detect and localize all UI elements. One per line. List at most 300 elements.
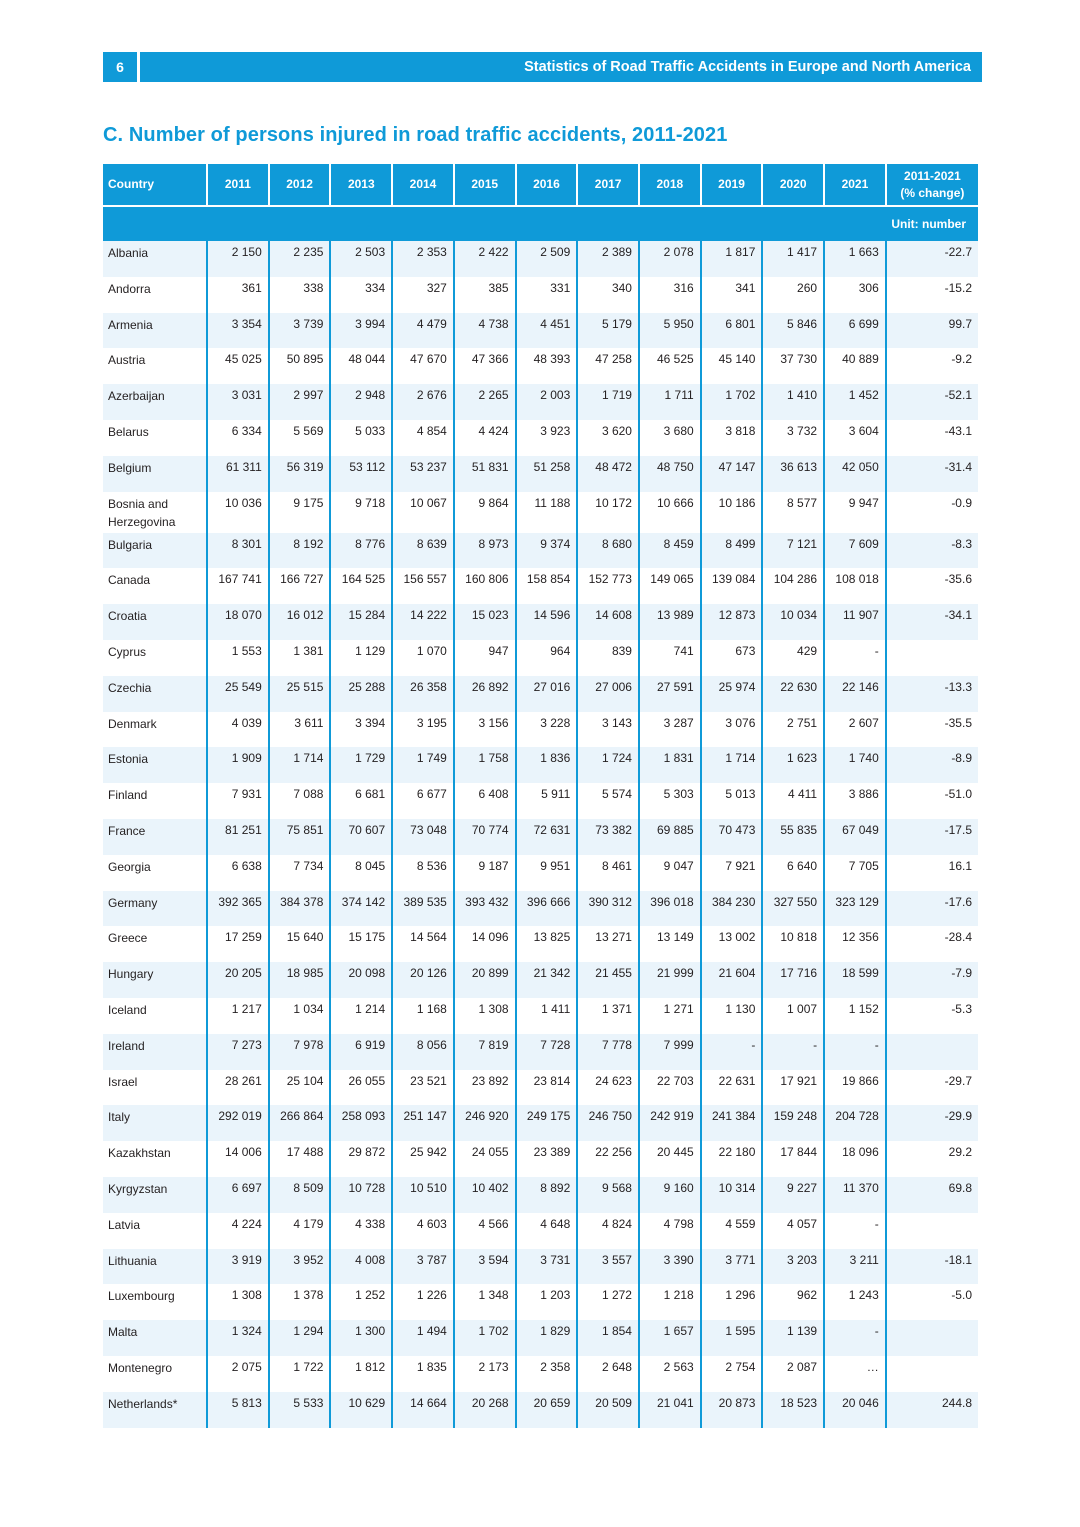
country-cell: Andorra: [103, 277, 207, 313]
value-cell: -: [824, 1320, 886, 1356]
value-cell: 1 271: [639, 998, 701, 1034]
value-cell: 20 268: [454, 1392, 516, 1428]
value-cell: 47 366: [454, 348, 516, 384]
change-cell: -31.4: [886, 456, 978, 492]
value-cell: 327: [392, 277, 454, 313]
value-cell: 20 445: [639, 1141, 701, 1177]
value-cell: 19 866: [824, 1070, 886, 1106]
table-row: [103, 568, 978, 604]
value-cell: 108 018: [824, 568, 886, 604]
value-cell: 323 129: [824, 891, 886, 927]
value-cell: 6 408: [454, 783, 516, 819]
change-cell: -35.6: [886, 568, 978, 604]
value-cell: 3 886: [824, 783, 886, 819]
value-cell: 1 308: [207, 1284, 269, 1320]
value-cell: 341: [701, 277, 763, 313]
value-cell: 1 381: [269, 640, 331, 676]
value-cell: 8 499: [701, 533, 763, 569]
value-cell: 10 728: [330, 1177, 392, 1213]
change-cell: -34.1: [886, 604, 978, 640]
value-cell: 673: [701, 640, 763, 676]
country-cell: Estonia: [103, 747, 207, 783]
value-cell: 338: [269, 277, 331, 313]
value-cell: 1 909: [207, 747, 269, 783]
table-row: [103, 1034, 978, 1070]
change-cell: -29.9: [886, 1105, 978, 1141]
value-cell: 3 620: [577, 420, 639, 456]
value-cell: 47 147: [701, 456, 763, 492]
value-cell: 839: [577, 640, 639, 676]
value-cell: 25 974: [701, 676, 763, 712]
value-cell: 1 324: [207, 1320, 269, 1356]
country-cell: Armenia: [103, 313, 207, 349]
value-cell: 8 639: [392, 533, 454, 569]
value-cell: 5 950: [639, 313, 701, 349]
value-cell: 3 557: [577, 1249, 639, 1285]
table-row: [103, 492, 978, 533]
value-cell: 8 536: [392, 855, 454, 891]
country-cell: Cyprus: [103, 640, 207, 676]
column-header-year: 2011: [207, 164, 269, 206]
change-cell: -18.1: [886, 1249, 978, 1285]
value-cell: 2 751: [762, 712, 824, 748]
value-cell: 2 389: [577, 241, 639, 277]
value-cell: 1 168: [392, 998, 454, 1034]
value-cell: 29 872: [330, 1141, 392, 1177]
country-cell: Belarus: [103, 420, 207, 456]
value-cell: 392 365: [207, 891, 269, 927]
table-row: [103, 640, 978, 676]
country-cell: Kyrgyzstan: [103, 1177, 207, 1213]
value-cell: 13 149: [639, 926, 701, 962]
value-cell: 10 172: [577, 492, 639, 533]
value-cell: 3 354: [207, 313, 269, 349]
value-cell: 48 472: [577, 456, 639, 492]
value-cell: 4 854: [392, 420, 454, 456]
value-cell: 17 921: [762, 1070, 824, 1106]
value-cell: 4 179: [269, 1213, 331, 1249]
table-row: [103, 855, 978, 891]
value-cell: 139 084: [701, 568, 763, 604]
value-cell: 1 722: [269, 1356, 331, 1392]
value-cell: 3 287: [639, 712, 701, 748]
value-cell: 4 479: [392, 313, 454, 349]
value-cell: 1 758: [454, 747, 516, 783]
value-cell: 69 885: [639, 819, 701, 855]
value-cell: 1 378: [269, 1284, 331, 1320]
value-cell: 22 703: [639, 1070, 701, 1106]
change-cell: -13.3: [886, 676, 978, 712]
value-cell: 159 248: [762, 1105, 824, 1141]
value-cell: 2 648: [577, 1356, 639, 1392]
value-cell: 3 076: [701, 712, 763, 748]
value-cell: 26 892: [454, 676, 516, 712]
value-cell: 14 596: [516, 604, 578, 640]
value-cell: 20 659: [516, 1392, 578, 1428]
value-cell: 5 303: [639, 783, 701, 819]
country-cell: Iceland: [103, 998, 207, 1034]
country-cell: Luxembourg: [103, 1284, 207, 1320]
value-cell: 4 603: [392, 1213, 454, 1249]
country-cell: Netherlands*: [103, 1392, 207, 1428]
value-cell: 246 750: [577, 1105, 639, 1141]
value-cell: 21 455: [577, 962, 639, 998]
table-row: [103, 604, 978, 640]
section-title: C. Number of persons injured in road traffic accidents, 2011-2021: [103, 124, 728, 146]
change-cell: 29.2: [886, 1141, 978, 1177]
table-row: [103, 1213, 978, 1249]
value-cell: 6 334: [207, 420, 269, 456]
unit-label: Unit: number: [103, 206, 978, 241]
value-cell: 23 521: [392, 1070, 454, 1106]
value-cell: 390 312: [577, 891, 639, 927]
country-cell: France: [103, 819, 207, 855]
value-cell: 12 356: [824, 926, 886, 962]
value-cell: 21 604: [701, 962, 763, 998]
value-cell: 1 702: [701, 384, 763, 420]
value-cell: 20 899: [454, 962, 516, 998]
table-row: [103, 1141, 978, 1177]
value-cell: 8 680: [577, 533, 639, 569]
value-cell: 7 121: [762, 533, 824, 569]
value-cell: 10 186: [701, 492, 763, 533]
table-row: [103, 1392, 978, 1428]
table-row: [103, 313, 978, 349]
value-cell: 42 050: [824, 456, 886, 492]
value-cell: 4 424: [454, 420, 516, 456]
value-cell: 4 798: [639, 1213, 701, 1249]
value-cell: 1 714: [269, 747, 331, 783]
unit-row: [103, 206, 978, 241]
value-cell: 1 663: [824, 241, 886, 277]
value-cell: 384 230: [701, 891, 763, 927]
value-cell: 1 702: [454, 1320, 516, 1356]
value-cell: 2 754: [701, 1356, 763, 1392]
value-cell: 316: [639, 277, 701, 313]
value-cell: 249 175: [516, 1105, 578, 1141]
value-cell: 1 294: [269, 1320, 331, 1356]
value-cell: 1 129: [330, 640, 392, 676]
country-cell: Lithuania: [103, 1249, 207, 1285]
value-cell: 21 342: [516, 962, 578, 998]
value-cell: 340: [577, 277, 639, 313]
value-cell: 10 067: [392, 492, 454, 533]
value-cell: 8 509: [269, 1177, 331, 1213]
value-cell: 13 002: [701, 926, 763, 962]
country-cell: Finland: [103, 783, 207, 819]
value-cell: 104 286: [762, 568, 824, 604]
value-cell: 292 019: [207, 1105, 269, 1141]
value-cell: 156 557: [392, 568, 454, 604]
value-cell: 149 065: [639, 568, 701, 604]
value-cell: 17 716: [762, 962, 824, 998]
country-cell: Azerbaijan: [103, 384, 207, 420]
injuries-table: [103, 164, 978, 1428]
country-cell: Georgia: [103, 855, 207, 891]
value-cell: 20 098: [330, 962, 392, 998]
value-cell: 1 623: [762, 747, 824, 783]
value-cell: 1 300: [330, 1320, 392, 1356]
value-cell: 15 023: [454, 604, 516, 640]
value-cell: 81 251: [207, 819, 269, 855]
value-cell: -: [701, 1034, 763, 1070]
value-cell: 4 039: [207, 712, 269, 748]
change-cell: -28.4: [886, 926, 978, 962]
value-cell: 1 812: [330, 1356, 392, 1392]
value-cell: 14 222: [392, 604, 454, 640]
change-cell: -0.9: [886, 492, 978, 533]
value-cell: 14 096: [454, 926, 516, 962]
value-cell: 3 195: [392, 712, 454, 748]
value-cell: 8 892: [516, 1177, 578, 1213]
value-cell: 67 049: [824, 819, 886, 855]
value-cell: 36 613: [762, 456, 824, 492]
value-cell: 27 591: [639, 676, 701, 712]
value-cell: 374 142: [330, 891, 392, 927]
value-cell: 964: [516, 640, 578, 676]
value-cell: 4 411: [762, 783, 824, 819]
value-cell: 3 390: [639, 1249, 701, 1285]
value-cell: 3 203: [762, 1249, 824, 1285]
value-cell: 8 973: [454, 533, 516, 569]
value-cell: 61 311: [207, 456, 269, 492]
country-cell: Malta: [103, 1320, 207, 1356]
change-cell: -5.3: [886, 998, 978, 1034]
country-cell: Germany: [103, 891, 207, 927]
value-cell: 25 288: [330, 676, 392, 712]
value-cell: 7 088: [269, 783, 331, 819]
value-cell: 21 041: [639, 1392, 701, 1428]
value-cell: 4 008: [330, 1249, 392, 1285]
country-cell: Belgium: [103, 456, 207, 492]
change-cell: -51.0: [886, 783, 978, 819]
value-cell: 327 550: [762, 891, 824, 927]
value-cell: 6 919: [330, 1034, 392, 1070]
column-header-year: 2021: [824, 164, 886, 206]
value-cell: 5 179: [577, 313, 639, 349]
page-header: [103, 52, 982, 82]
column-header-year: 2014: [392, 164, 454, 206]
value-cell: 260: [762, 277, 824, 313]
change-cell: -8.9: [886, 747, 978, 783]
change-cell: [886, 1213, 978, 1249]
column-header-year: 2019: [701, 164, 763, 206]
value-cell: 51 831: [454, 456, 516, 492]
value-cell: 166 727: [269, 568, 331, 604]
value-cell: 26 055: [330, 1070, 392, 1106]
change-cell: [886, 1356, 978, 1392]
value-cell: 6 801: [701, 313, 763, 349]
value-cell: 9 864: [454, 492, 516, 533]
value-cell: 3 818: [701, 420, 763, 456]
value-cell: 24 623: [577, 1070, 639, 1106]
value-cell: 393 432: [454, 891, 516, 927]
value-cell: 26 358: [392, 676, 454, 712]
value-cell: 2 075: [207, 1356, 269, 1392]
value-cell: 2 948: [330, 384, 392, 420]
value-cell: 160 806: [454, 568, 516, 604]
value-cell: 3 611: [269, 712, 331, 748]
value-cell: 11 907: [824, 604, 886, 640]
value-cell: 2 503: [330, 241, 392, 277]
value-cell: 3 143: [577, 712, 639, 748]
value-cell: 15 640: [269, 926, 331, 962]
value-cell: 22 630: [762, 676, 824, 712]
value-cell: 23 892: [454, 1070, 516, 1106]
value-cell: 5 033: [330, 420, 392, 456]
value-cell: 72 631: [516, 819, 578, 855]
value-cell: 48 044: [330, 348, 392, 384]
value-cell: 1 411: [516, 998, 578, 1034]
table-row: [103, 747, 978, 783]
table-row: [103, 819, 978, 855]
change-cell: 69.8: [886, 1177, 978, 1213]
column-header-year: 2013: [330, 164, 392, 206]
change-cell: -5.0: [886, 1284, 978, 1320]
value-cell: 10 034: [762, 604, 824, 640]
value-cell: 331: [516, 277, 578, 313]
value-cell: 3 919: [207, 1249, 269, 1285]
value-cell: 3 739: [269, 313, 331, 349]
country-cell: Israel: [103, 1070, 207, 1106]
value-cell: 962: [762, 1284, 824, 1320]
value-cell: 27 006: [577, 676, 639, 712]
value-cell: 53 237: [392, 456, 454, 492]
table-row: [103, 891, 978, 927]
value-cell: 17 259: [207, 926, 269, 962]
value-cell: 20 046: [824, 1392, 886, 1428]
table-row: [103, 783, 978, 819]
value-cell: 9 175: [269, 492, 331, 533]
value-cell: 3 731: [516, 1249, 578, 1285]
change-cell: [886, 1034, 978, 1070]
value-cell: 1 553: [207, 640, 269, 676]
change-cell: -8.3: [886, 533, 978, 569]
change-cell: -29.7: [886, 1070, 978, 1106]
value-cell: 1 272: [577, 1284, 639, 1320]
value-cell: 1 007: [762, 998, 824, 1034]
country-cell: Hungary: [103, 962, 207, 998]
value-cell: 7 705: [824, 855, 886, 891]
value-cell: 47 258: [577, 348, 639, 384]
value-cell: 3 211: [824, 1249, 886, 1285]
value-cell: 8 192: [269, 533, 331, 569]
column-header-change: 2011-2021 (% change): [886, 164, 978, 206]
column-header-year: 2012: [269, 164, 331, 206]
column-header-year: 2015: [454, 164, 516, 206]
value-cell: 22 256: [577, 1141, 639, 1177]
column-header-year: 2016: [516, 164, 578, 206]
value-cell: 1 070: [392, 640, 454, 676]
value-cell: 8 301: [207, 533, 269, 569]
value-cell: 51 258: [516, 456, 578, 492]
value-cell: 2 358: [516, 1356, 578, 1392]
value-cell: 22 631: [701, 1070, 763, 1106]
value-cell: 6 638: [207, 855, 269, 891]
value-cell: 4 338: [330, 1213, 392, 1249]
value-cell: 3 994: [330, 313, 392, 349]
value-cell: 3 771: [701, 1249, 763, 1285]
value-cell: 7 999: [639, 1034, 701, 1070]
value-cell: 11 370: [824, 1177, 886, 1213]
value-cell: 242 919: [639, 1105, 701, 1141]
value-cell: 70 607: [330, 819, 392, 855]
value-cell: 75 851: [269, 819, 331, 855]
value-cell: 1 308: [454, 998, 516, 1034]
value-cell: 20 205: [207, 962, 269, 998]
value-cell: 9 187: [454, 855, 516, 891]
value-cell: 8 056: [392, 1034, 454, 1070]
value-cell: 18 599: [824, 962, 886, 998]
value-cell: 1 410: [762, 384, 824, 420]
value-cell: 25 515: [269, 676, 331, 712]
value-cell: 8 045: [330, 855, 392, 891]
country-cell: Greece: [103, 926, 207, 962]
value-cell: 4 648: [516, 1213, 578, 1249]
value-cell: 164 525: [330, 568, 392, 604]
value-cell: 385: [454, 277, 516, 313]
table-row: [103, 926, 978, 962]
table-row: [103, 1249, 978, 1285]
value-cell: 5 813: [207, 1392, 269, 1428]
value-cell: 1 595: [701, 1320, 763, 1356]
value-cell: 2 509: [516, 241, 578, 277]
country-cell: Bulgaria: [103, 533, 207, 569]
value-cell: 2 003: [516, 384, 578, 420]
value-cell: 25 104: [269, 1070, 331, 1106]
value-cell: 10 629: [330, 1392, 392, 1428]
value-cell: 4 559: [701, 1213, 763, 1249]
value-cell: 5 013: [701, 783, 763, 819]
value-cell: 1 836: [516, 747, 578, 783]
value-cell: 258 093: [330, 1105, 392, 1141]
value-cell: 12 873: [701, 604, 763, 640]
value-cell: 1 657: [639, 1320, 701, 1356]
table-row: [103, 962, 978, 998]
value-cell: 25 549: [207, 676, 269, 712]
value-cell: 9 718: [330, 492, 392, 533]
value-cell: 46 525: [639, 348, 701, 384]
value-cell: 7 734: [269, 855, 331, 891]
value-cell: 20 873: [701, 1392, 763, 1428]
value-cell: 2 087: [762, 1356, 824, 1392]
value-cell: 204 728: [824, 1105, 886, 1141]
value-cell: 947: [454, 640, 516, 676]
value-cell: 1 203: [516, 1284, 578, 1320]
change-cell: -43.1: [886, 420, 978, 456]
change-cell: 99.7: [886, 313, 978, 349]
value-cell: 53 112: [330, 456, 392, 492]
country-cell: Croatia: [103, 604, 207, 640]
column-header-year: 2018: [639, 164, 701, 206]
value-cell: 4 738: [454, 313, 516, 349]
value-cell: 1 740: [824, 747, 886, 783]
value-cell: 5 846: [762, 313, 824, 349]
table-row: [103, 712, 978, 748]
value-cell: 20 509: [577, 1392, 639, 1428]
value-cell: 158 854: [516, 568, 578, 604]
value-cell: 55 835: [762, 819, 824, 855]
country-cell: Albania: [103, 241, 207, 277]
change-cell: -35.5: [886, 712, 978, 748]
value-cell: 1 835: [392, 1356, 454, 1392]
value-cell: 14 564: [392, 926, 454, 962]
value-cell: 14 664: [392, 1392, 454, 1428]
value-cell: 11 188: [516, 492, 578, 533]
value-cell: 2 563: [639, 1356, 701, 1392]
value-cell: 45 025: [207, 348, 269, 384]
value-cell: 1 452: [824, 384, 886, 420]
